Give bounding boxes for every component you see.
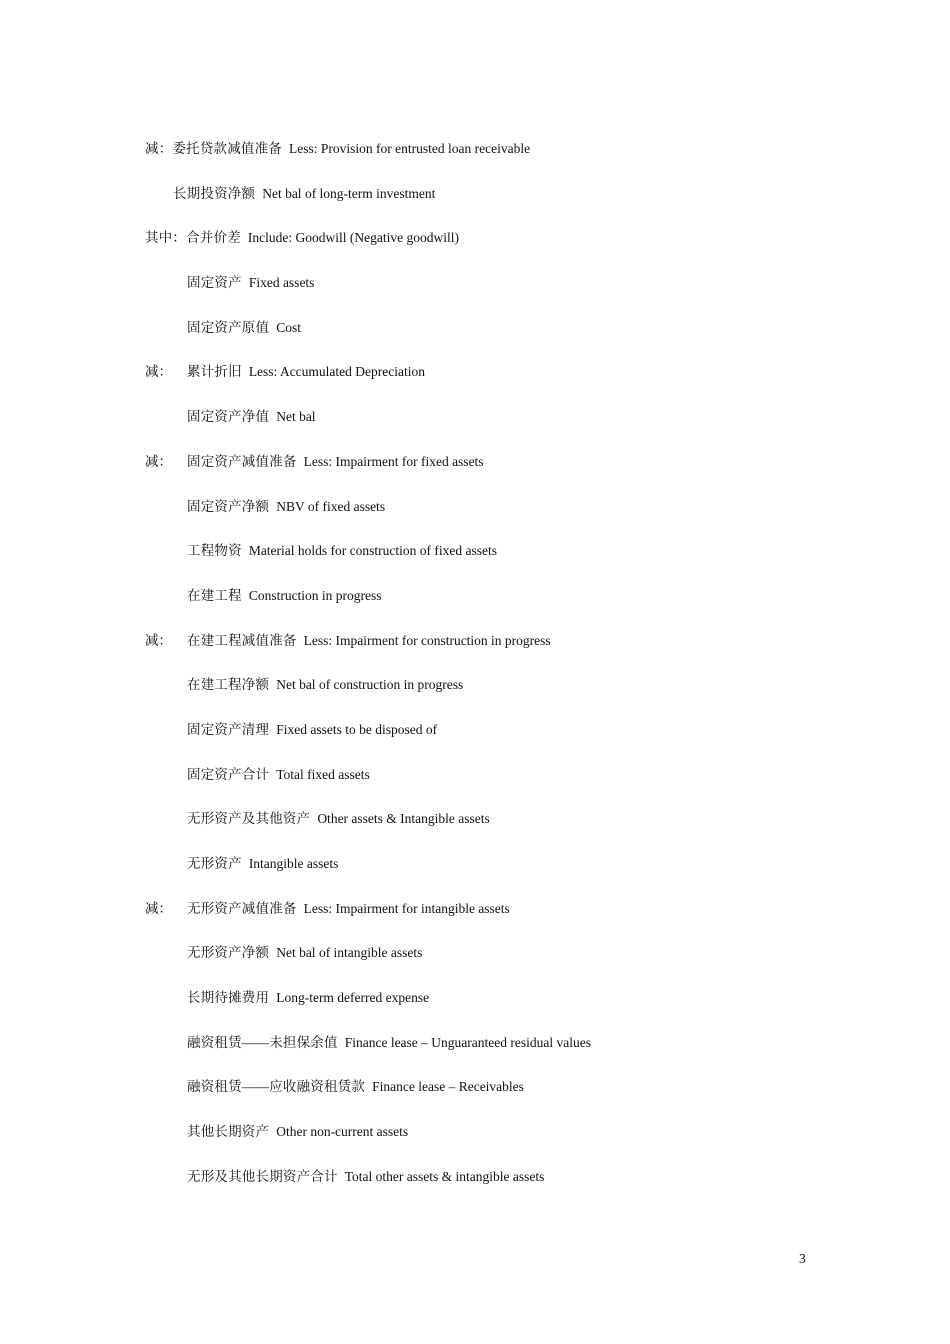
line-item: [145, 854, 865, 899]
line-item-chinese-label: 固定资产减值准备: [187, 453, 297, 469]
line-item-body: [187, 809, 490, 829]
line-item-english-label: Net bal of intangible assets: [276, 945, 423, 961]
line-item-chinese-label: 工程物资: [187, 543, 242, 559]
line-item: [145, 318, 865, 363]
line-item: [145, 452, 865, 497]
line-item-body: [187, 273, 314, 293]
line-item-chinese-label: 长期投资净额: [173, 185, 256, 201]
line-item-chinese-label: 无形资产及其他资产: [187, 811, 311, 827]
line-item-prefix: 减：: [145, 364, 172, 380]
line-item-english-label: Cost: [276, 319, 301, 335]
line-item-body: [187, 407, 316, 427]
line-item-chinese-label: 累计折旧: [187, 364, 242, 380]
line-item-chinese-label: 无形资产减值准备: [187, 900, 297, 916]
line-item-chinese-label: 固定资产原值: [187, 319, 270, 335]
line-item-english-label: Other assets & Intangible assets: [317, 811, 490, 827]
line-item-english-label: Total other assets & intangible assets: [344, 1168, 545, 1184]
line-item-body: [173, 184, 435, 204]
line-item-english-label: Net bal of long-term investment: [262, 185, 436, 201]
line-item: [145, 407, 865, 452]
line-item-body: [187, 1122, 408, 1142]
line-item: [145, 497, 865, 542]
line-item-english-label: Less: Impairment for construction in progress: [303, 632, 551, 648]
line-item-chinese-label: 其中：合并价差: [145, 230, 241, 246]
line-item: [145, 273, 865, 318]
line-item: [145, 1122, 865, 1167]
line-item-body: [187, 631, 551, 651]
line-item-english-label: Finance lease – Receivables: [372, 1079, 524, 1095]
line-item: [145, 1167, 865, 1212]
line-item-chinese-label: 长期待摊费用: [187, 990, 270, 1006]
line-item: [145, 631, 865, 676]
line-item-chinese-label: 减：委托贷款减值准备: [145, 141, 282, 156]
line-item: [145, 1033, 865, 1078]
line-item: [145, 809, 865, 854]
line-item-chinese-label: 固定资产净值: [187, 409, 270, 425]
line-item: [145, 943, 865, 988]
line-item-body: [187, 899, 510, 919]
line-item: [145, 184, 865, 229]
line-item: [145, 675, 865, 720]
page-number: 3: [799, 1251, 806, 1266]
entry-list: [145, 139, 865, 1212]
line-item-chinese-label: 融资租赁——未担保余值: [187, 1034, 338, 1050]
line-item-prefix: 减：: [145, 453, 172, 469]
line-item-english-label: Net bal of construction in progress: [276, 677, 464, 693]
line-item: [145, 362, 865, 407]
line-item-chinese-label: 无形资产: [187, 856, 242, 871]
line-item: [145, 1077, 865, 1122]
line-item-english-label: Net bal: [276, 409, 316, 425]
line-item-english-label: Fixed assets: [248, 275, 315, 291]
line-item-body: [187, 497, 385, 517]
line-item-english-label: NBV of fixed assets: [276, 498, 386, 514]
line-item-english-label: Other non-current assets: [276, 1124, 409, 1140]
line-item-body: [187, 988, 429, 1008]
line-item-body: [187, 675, 463, 695]
line-item-body: [187, 943, 422, 963]
line-item-body: [187, 318, 301, 338]
line-item-english-label: Less: Impairment for fixed assets: [303, 453, 484, 469]
line-item-english-label: Material holds for construction of fixed assets: [248, 543, 498, 559]
line-item-body: [187, 362, 425, 382]
line-item: [145, 541, 865, 586]
line-item-prefix: 减：: [145, 632, 172, 648]
line-item-chinese-label: 在建工程: [187, 587, 242, 603]
line-item-chinese-label: 固定资产合计: [187, 766, 270, 782]
line-item-chinese-label: 融资租赁——应收融资租赁款: [187, 1079, 366, 1095]
line-item-chinese-label: 固定资产净额: [187, 498, 270, 514]
line-item-body: [187, 1077, 524, 1097]
line-item-english-label: Less: Impairment for intangible assets: [303, 900, 510, 916]
line-item-chinese-label: 无形及其他长期资产合计: [187, 1168, 338, 1184]
line-item-body: [145, 228, 459, 248]
line-item-body: [187, 1167, 544, 1187]
line-item: [145, 988, 865, 1033]
line-item-body: [187, 586, 382, 606]
line-item-chinese-label: 在建工程减值准备: [187, 632, 297, 648]
line-item-body: [145, 139, 530, 159]
line-item: [145, 586, 865, 631]
line-item: [145, 228, 865, 273]
line-item-chinese-label: 无形资产净额: [187, 945, 270, 961]
line-item: [145, 899, 865, 944]
line-item-chinese-label: 在建工程净额: [187, 677, 270, 693]
line-item-chinese-label: 固定资产清理: [187, 721, 270, 737]
line-item-chinese-label: 固定资产: [187, 275, 242, 291]
line-item-english-label: Less: Accumulated Depreciation: [248, 364, 425, 380]
line-item-english-label: Intangible assets: [248, 856, 339, 871]
line-item-body: [187, 854, 338, 874]
line-item-english-label: Fixed assets to be disposed of: [276, 721, 438, 737]
line-item-english-label: Finance lease – Unguaranteed residual values: [344, 1034, 591, 1050]
line-item-body: [187, 541, 497, 561]
line-item-english-label: Less: Provision for entrusted loan receivable: [289, 141, 531, 156]
line-item-english-label: Include: Goodwill (Negative goodwill): [247, 230, 459, 246]
line-item: [145, 765, 865, 810]
line-item-body: [187, 452, 484, 472]
line-item-prefix: 减：: [145, 900, 172, 916]
line-item-english-label: Total fixed assets: [276, 766, 370, 782]
line-item-english-label: Construction in progress: [248, 587, 382, 603]
line-item-body: [187, 1033, 591, 1053]
line-item-body: [187, 720, 437, 740]
line-item: [145, 139, 865, 184]
line-item: [145, 720, 865, 765]
line-item-body: [187, 765, 370, 785]
line-item-chinese-label: 其他长期资产: [187, 1124, 270, 1140]
line-item-english-label: Long-term deferred expense: [276, 990, 430, 1006]
